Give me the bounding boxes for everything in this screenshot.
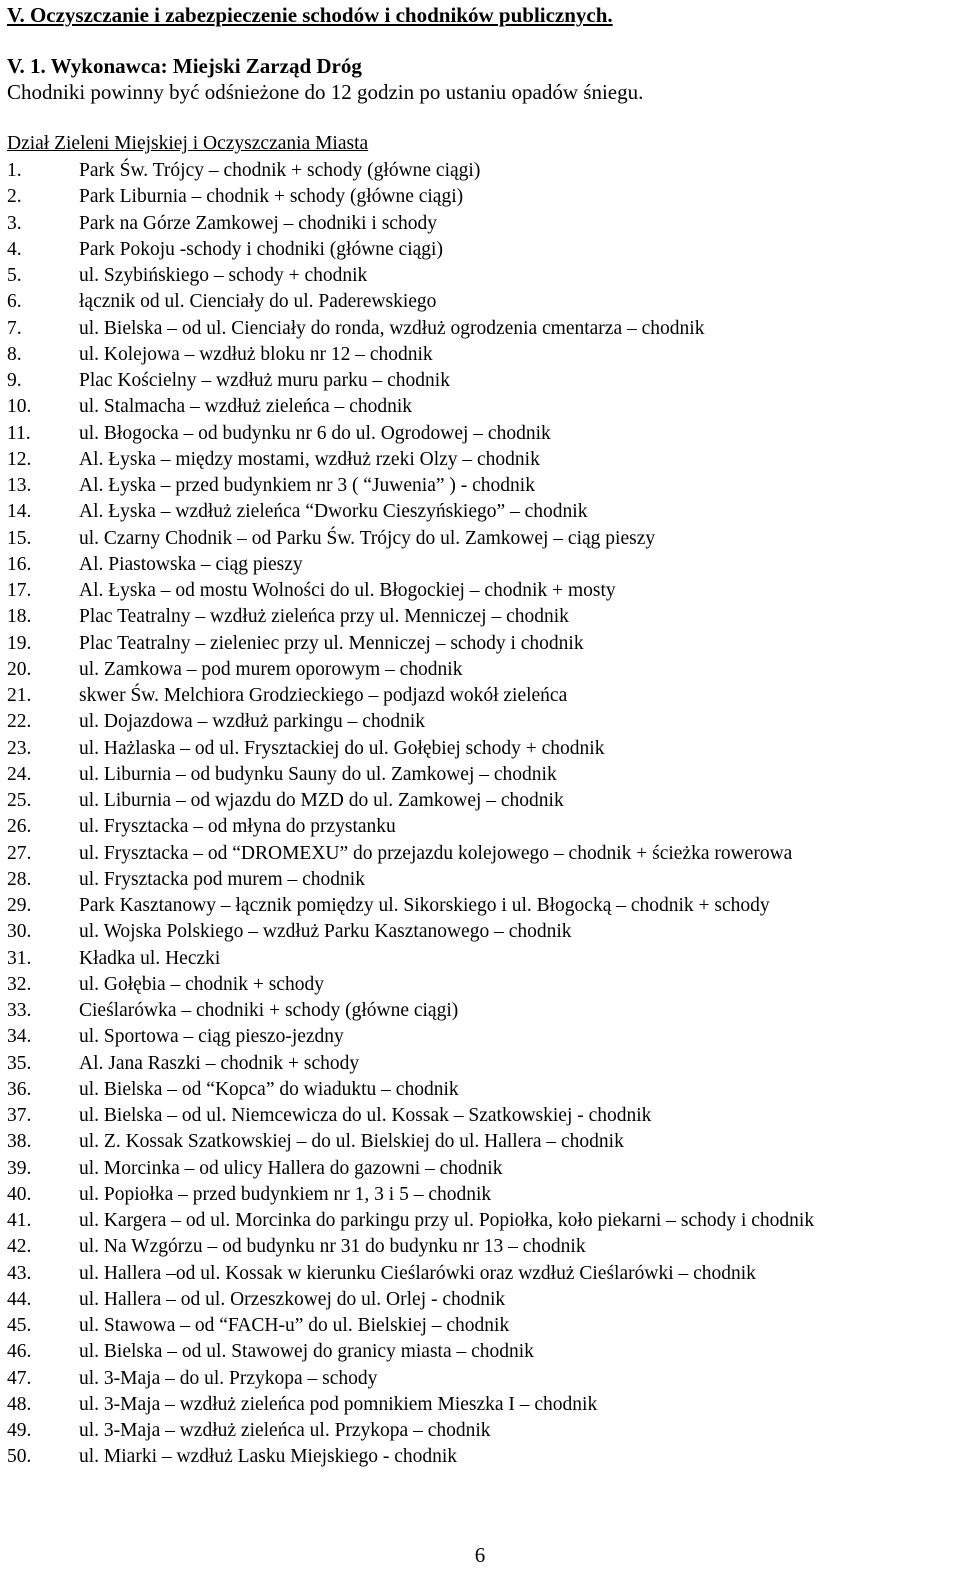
department-heading: Dział Zieleni Miejskiej i Oczyszczania Miasta: [7, 133, 369, 154]
list-item-number: 33.: [7, 1000, 32, 1021]
list-item-number: 40.: [7, 1183, 32, 1205]
list-item-number: 20.: [7, 658, 32, 680]
list-item-text: ul. Wojska Polskiego – wzdłuż Parku Kasztanowego – chodnik: [79, 921, 572, 943]
list-item-number: 16.: [7, 553, 32, 575]
list-item-number: 47.: [7, 1367, 32, 1389]
list-item-number: 8.: [7, 343, 22, 365]
contractor-heading: V. 1. Wykonawca: Miejski Zarząd Dróg: [7, 54, 362, 78]
list-item-text: ul. Liburnia – od budynku Sauny do ul. Zamkowej – chodnik: [79, 763, 557, 785]
list-item-number: 29.: [7, 895, 32, 916]
list-item-number: 37.: [7, 1105, 32, 1126]
list-item-text: ul. Stalmacha – wzdłuż zieleńca – chodnik: [79, 396, 413, 418]
list-item-text: ul. Miarki – wzdłuż Lasku Miejskiego - chodnik: [79, 1446, 458, 1468]
list-item-text: ul. Z. Kossak Szatkowskiej – do ul. Bielskiej do ul. Hallera – chodnik: [79, 1131, 624, 1153]
list-item-text: ul. Liburnia – od wjazdu do MZD do ul. Zamkowej – chodnik: [79, 790, 564, 811]
list-item-text: Kładka ul. Heczki: [79, 947, 221, 969]
list-item-text: ul. Czarny Chodnik – od Parku Św. Trójcy do ul. Zamkowej – ciąg pieszy: [79, 527, 656, 549]
list-item-number: 30.: [7, 921, 32, 943]
list-item-number: 12.: [7, 448, 32, 470]
list-item-number: 17.: [7, 580, 32, 601]
list-item-text: Cieślarówka – chodniki + schody (główne ciągi): [79, 1000, 459, 1021]
list-item-text: ul. Hallera –od ul. Kossak w kierunku Cieślarówki oraz wzdłuż Cieślarówki – chodnik: [79, 1262, 756, 1284]
list-item-text: ul. Kargera – od ul. Morcinka do parkingu przy ul. Popiołka, koło piekarni – schody i chodnik: [79, 1210, 815, 1231]
list-item-number: 4.: [7, 238, 22, 260]
list-item-number: 2.: [7, 186, 22, 208]
list-item-text: Park Liburnia – chodnik + schody (główne ciągi): [79, 186, 464, 208]
list-item-text: ul. Bielska – od ul. Stawowej do granicy miasta – chodnik: [79, 1341, 534, 1363]
list-item-number: 34.: [7, 1026, 32, 1048]
list-item-text: Plac Teatralny – wzdłuż zieleńca przy ul. Menniczej – chodnik: [79, 606, 569, 628]
list-item-number: 50.: [7, 1446, 32, 1468]
list-item-number: 28.: [7, 868, 32, 890]
list-item-text: Al. Łyska – od mostu Wolności do ul. Błogockiej – chodnik + mosty: [79, 580, 616, 601]
list-item-text: Park Św. Trójcy – chodnik + schody (główne ciągi): [79, 160, 481, 181]
list-item-text: ul. Szybińskiego – schody + chodnik: [79, 265, 368, 286]
list-item-text: Al. Łyska – wzdłuż zieleńca “Dworku Cieszyńskiego” – chodnik: [79, 501, 588, 523]
list-item-text: ul. Hażlaska – od ul. Frysztackiej do ul. Gołębiej schody + chodnik: [79, 737, 605, 759]
list-item-text: ul. Frysztacka – od “DROMEXU” do przejazdu kolejowego – chodnik + ścieżka rowerowa: [79, 842, 793, 864]
list-item-number: 15.: [7, 527, 32, 549]
list-item-number: 5.: [7, 265, 22, 286]
list-item-number: 9.: [7, 370, 22, 391]
list-item-number: 44.: [7, 1288, 32, 1310]
list-item-text: ul. 3-Maja – do ul. Przykopa – schody: [79, 1367, 378, 1389]
list-item-number: 48.: [7, 1393, 32, 1415]
list-item-text: Plac Kościelny – wzdłuż muru parku – chodnik: [79, 370, 450, 391]
list-item-number: 26.: [7, 816, 32, 838]
list-item-text: łącznik od ul. Cienciały do ul. Paderewskiego: [79, 291, 437, 313]
list-item-text: ul. Popiołka – przed budynkiem nr 1, 3 i 5 – chodnik: [79, 1183, 492, 1205]
list-item-text: ul. Dojazdowa – wzdłuż parkingu – chodnik: [79, 711, 426, 733]
list-item-number: 19.: [7, 632, 32, 654]
list-item-number: 31.: [7, 947, 32, 969]
list-item-number: 13.: [7, 475, 32, 496]
list-item-text: ul. Hallera – od ul. Orzeszkowej do ul. Orlej - chodnik: [79, 1288, 506, 1310]
list-item-text: Al. Łyska – przed budynkiem nr 3 ( “Juwenia” ) - chodnik: [79, 475, 535, 496]
list-item-number: 27.: [7, 842, 32, 864]
list-item-number: 14.: [7, 501, 32, 523]
list-item-number: 32.: [7, 973, 32, 995]
list-item-text: ul. Kolejowa – wzdłuż bloku nr 12 – chodnik: [79, 343, 433, 365]
list-item-number: 46.: [7, 1341, 32, 1363]
requirement-note: Chodniki powinny być odśnieżone do 12 godzin po ustaniu opadów śniegu.: [7, 80, 644, 104]
list-item-text: Al. Piastowska – ciąg pieszy: [79, 553, 303, 575]
list-item-number: 1.: [7, 160, 22, 181]
list-item-number: 41.: [7, 1210, 32, 1231]
list-item-number: 22.: [7, 711, 32, 733]
list-item-number: 7.: [7, 317, 22, 339]
list-item-text: Park na Górze Zamkowej – chodniki i schody: [79, 212, 437, 234]
list-item-text: Al. Łyska – między mostami, wzdłuż rzeki Olzy – chodnik: [79, 448, 540, 470]
list-item-number: 24.: [7, 763, 32, 785]
page-number: 6: [474, 1543, 486, 1567]
list-item-text: ul. Na Wzgórzu – od budynku nr 31 do budynku nr 13 – chodnik: [79, 1236, 586, 1258]
list-item-number: 43.: [7, 1262, 32, 1284]
list-item-text: Plac Teatralny – zieleniec przy ul. Menniczej – schody i chodnik: [79, 632, 584, 654]
list-item-text: Park Kasztanowy – łącznik pomiędzy ul. Sikorskiego i ul. Błogocką – chodnik + schody: [79, 895, 770, 916]
list-item-text: ul. Sportowa – ciąg pieszo-jezdny: [79, 1026, 344, 1048]
list-item-number: 39.: [7, 1157, 32, 1179]
list-item-text: Park Pokoju -schody i chodniki (główne ciągi): [79, 238, 443, 260]
list-item-text: ul. 3-Maja – wzdłuż zieleńca ul. Przykopa – chodnik: [79, 1420, 491, 1441]
list-item-text: ul. Gołębia – chodnik + schody: [79, 973, 324, 995]
list-item-number: 42.: [7, 1236, 32, 1258]
list-item-text: Al. Jana Raszki – chodnik + schody: [79, 1052, 360, 1074]
list-item-number: 11.: [7, 422, 31, 444]
list-item-text: skwer Św. Melchiora Grodzieckiego – podjazd wokół zieleńca: [79, 685, 568, 706]
list-item-text: ul. 3-Maja – wzdłuż zieleńca pod pomnikiem Mieszka I – chodnik: [79, 1393, 598, 1415]
list-item-number: 3.: [7, 212, 22, 234]
list-item-number: 23.: [7, 737, 32, 759]
list-item-number: 38.: [7, 1131, 32, 1153]
list-item-number: 49.: [7, 1420, 32, 1441]
list-item-text: ul. Bielska – od ul. Niemcewicza do ul. Kossak – Szatkowskiej - chodnik: [79, 1105, 652, 1126]
list-item-number: 36.: [7, 1078, 32, 1100]
list-item-text: ul. Bielska – od “Kopca” do wiaduktu – chodnik: [79, 1078, 459, 1100]
list-item-text: ul. Morcinka – od ulicy Hallera do gazowni – chodnik: [79, 1157, 503, 1179]
list-item-text: ul. Zamkowa – pod murem oporowym – chodnik: [79, 658, 463, 680]
list-item-number: 35.: [7, 1052, 32, 1074]
list-item-number: 18.: [7, 606, 32, 628]
list-item-number: 10.: [7, 396, 32, 418]
list-item-number: 6.: [7, 291, 22, 313]
list-item-text: ul. Stawowa – od “FACH-u” do ul. Bielskiej – chodnik: [79, 1315, 510, 1336]
list-item-text: ul. Błogocka – od budynku nr 6 do ul. Ogrodowej – chodnik: [79, 422, 551, 444]
list-item-text: ul. Bielska – od ul. Cienciały do ronda, wzdłuż ogrodzenia cmentarza – chodnik: [79, 317, 705, 339]
list-item-number: 25.: [7, 790, 32, 811]
list-item-number: 45.: [7, 1315, 32, 1336]
list-item-text: ul. Frysztacka – od młyna do przystanku: [79, 816, 396, 838]
list-item-text: ul. Frysztacka pod murem – chodnik: [79, 868, 365, 890]
section-title: V. Oczyszczanie i zabezpieczenie schodów i chodników publicznych.: [7, 3, 613, 27]
list-item-number: 21.: [7, 685, 32, 706]
